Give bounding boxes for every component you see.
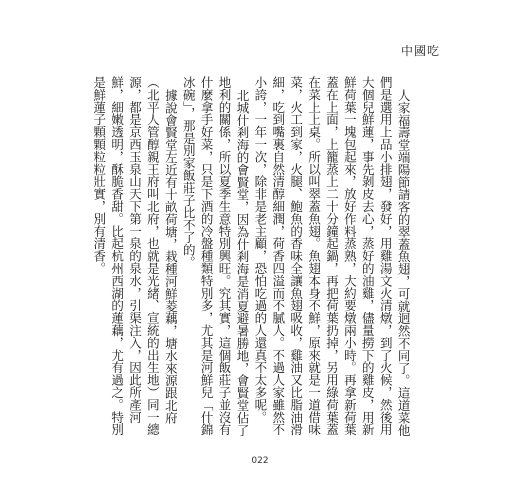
body-text (80, 76, 430, 436)
page-number: 022 (251, 456, 269, 466)
running-head-title: 中國吃 (400, 44, 440, 58)
paragraph-3: 據說會賢堂左近有十畝荷塘，栽種河鮮菱藕，塘水來源跟北府（北平人管醇親王府叫北府，也就是光緒、宣統的出生地）同一總源，都是京西玉泉山天下第一泉的泉水，引渠注入，因此所產河鮮，細嫩透明，酥脆香甜。比起杭州西湖的蓮藕，尤有過之。特別是鮮蓮子顆顆粒粒壯實，別有清香。 (91, 76, 179, 436)
paragraph-2: 北城什剎海的會賢堂，因為什剎海是消夏避暑勝地，會賢堂佔了地利的關係，所以夏季生意特別興旺。究其實，這個飯莊子並沒有什麼拿手好菜，只是下酒的冷盤種類特別多，尤其是河鮮兒「什錦冰碗」，那是別家飯莊子比不了的。 (181, 76, 250, 436)
paragraph-1: 人家福壽堂端陽節請客的翠蓋魚翅，可就迥然不同了。這道菜他們是選用上品小排翅，發好，用雞湯文火清燉，到了火候，然後用大個兒鮮蓮，事先剝皮去心，蒸好的油雞，儘量撈下的雞皮，用新鮮荷葉一塊包起來，放好作料蒸熟，大約要燉兩小時。再拿新荷葉蓋在上面，上籠蒸上二十分鐘起鍋，再把荷葉扔掉，另用綠荷葉蓋在菜上上桌。所以叫翠蓋魚翅。魚翅本身不鮮，原來就是一道借味菜，火工到家，火腿、鮑魚的香味全讓魚翅吸收，雞油又比脂油滑細，吃到嘴裏自然清醇細潤，荷香四溢而不膩人。不過人家雖然不小誇，一年一次，除非是老主顧，恐怕吃過的人還真不太多呢。 (252, 76, 412, 436)
